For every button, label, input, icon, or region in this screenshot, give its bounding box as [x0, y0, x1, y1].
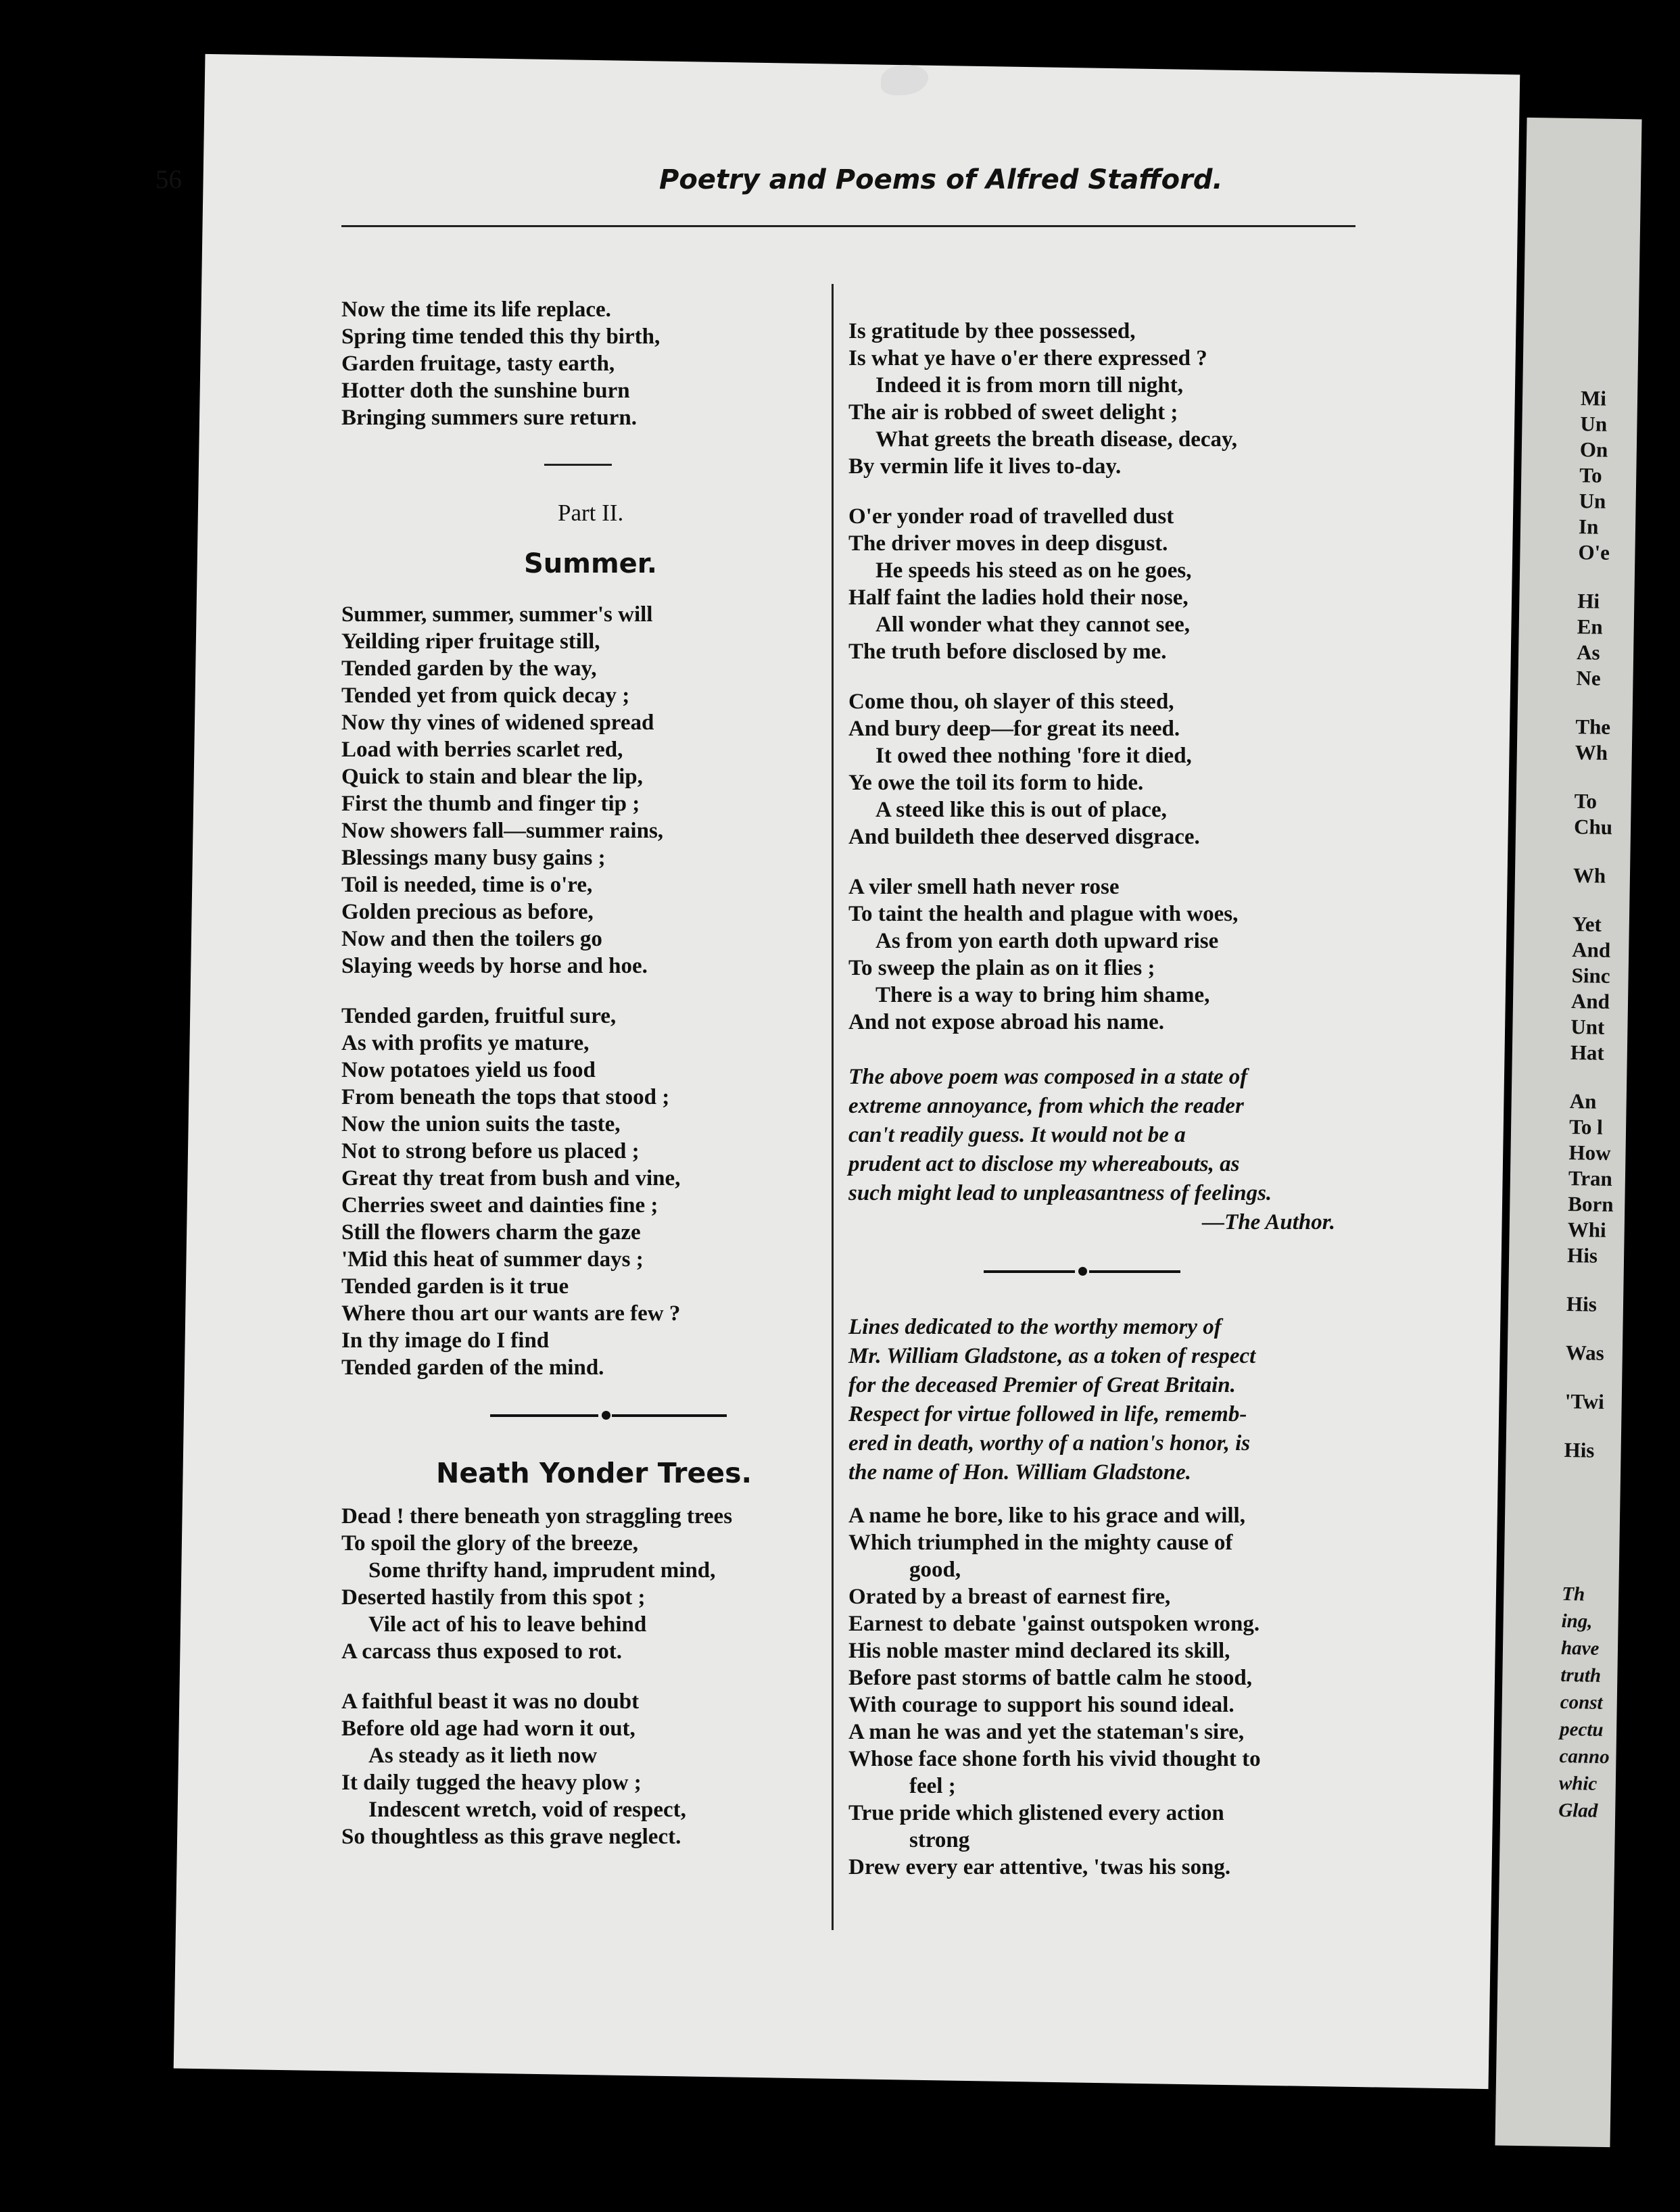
verse-line: O'er yonder road of travelled dust	[848, 504, 1174, 529]
verse-line: Not to strong before us placed ;	[341, 1139, 640, 1163]
verse-line: Now showers fall—summer rains,	[341, 819, 664, 843]
ornament-divider	[848, 1264, 1362, 1278]
verse-line: To sweep the plain as on it flies ;	[848, 956, 1155, 980]
opposite-page-fragment: Wh	[1573, 863, 1606, 888]
verse-line: Hotter doth the sunshine burn	[341, 379, 630, 403]
poem-stanza-6	[848, 873, 1362, 1036]
poem-stanza-2	[341, 1688, 815, 1850]
opposite-page-fragment: His	[1566, 1243, 1598, 1268]
verse-line: Now the time its life replace.	[341, 297, 611, 322]
verse-line: To spoil the glory of the breeze,	[341, 1531, 639, 1556]
prose-line: Mr. William Gladstone, as a token of respect	[848, 1344, 1256, 1368]
verse-line: Quick to stain and blear the lip,	[341, 765, 643, 789]
section-rule	[544, 464, 612, 466]
verse-line: Summer, summer, summer's will	[341, 602, 653, 627]
verse-line: Golden precious as before,	[341, 900, 594, 924]
verse-line: And bury deep—for great its need.	[848, 717, 1180, 741]
opposite-page-fragment: To	[1579, 463, 1602, 487]
column-divider	[832, 284, 834, 1930]
verse-line: By vermin life it lives to-day.	[848, 454, 1122, 479]
right-column	[848, 318, 1362, 1881]
verse-line: To taint the health and plague with woes,	[848, 902, 1239, 926]
verse-line: What greets the breath disease, decay,	[875, 427, 1237, 452]
verse-line: Tended garden by the way,	[341, 656, 597, 681]
verse-line: First the thumb and finger tip ;	[341, 792, 640, 816]
opposite-page-fragment: How	[1568, 1140, 1611, 1165]
dedication-note	[848, 1313, 1362, 1487]
verse-line: The air is robbed of sweet delight ;	[848, 400, 1178, 425]
verse-line: good,	[909, 1558, 961, 1582]
verse-line: A faithful beast it was no doubt	[341, 1689, 640, 1714]
left-column	[341, 296, 815, 1850]
opposite-page-fragment: have	[1560, 1637, 1600, 1660]
opposite-page-fragment: truth	[1560, 1664, 1602, 1687]
poem-title: Neath Yonder Trees.	[436, 1457, 752, 1489]
verse-line: Tended garden of the mind.	[341, 1355, 604, 1380]
opposite-page-fragment: Hat	[1570, 1040, 1605, 1065]
verse-line: Is gratitude by thee possessed,	[848, 319, 1136, 343]
summer-stanza-1	[341, 601, 815, 980]
opposite-page-fragment: Sinc	[1571, 963, 1610, 988]
part-label: Part II.	[558, 500, 624, 526]
verse-line: The driver moves in deep disgust.	[848, 531, 1168, 556]
running-title: Poetry and Poems of Alfred Stafford.	[659, 164, 1223, 195]
verse-line: With courage to support his sound ideal.	[848, 1693, 1234, 1717]
verse-line: Still the flowers charm the gaze	[341, 1220, 641, 1245]
verse-line: Now the union suits the taste,	[341, 1112, 621, 1136]
verse-line: Indescent wretch, void of respect,	[368, 1798, 686, 1822]
poem-stanza-1	[341, 1503, 815, 1665]
opposite-page-fragment: An	[1569, 1089, 1597, 1113]
opposite-page-fragment: In	[1578, 514, 1599, 539]
opposite-page-fragment: To	[1574, 789, 1598, 813]
prose-line: Respect for virtue followed in life, rememb-	[848, 1402, 1247, 1426]
verse-line: And not expose abroad his name.	[848, 1010, 1164, 1034]
part-title: Summer.	[524, 548, 657, 579]
verse-line: Slaying weeds by horse and hoe.	[341, 954, 648, 978]
opposite-page-fragment: To l	[1568, 1115, 1604, 1139]
verse-line: And buildeth thee deserved disgrace.	[848, 825, 1200, 849]
opposite-page-fragment: Yet	[1572, 912, 1602, 936]
verse-line: Load with berries scarlet red,	[341, 738, 623, 762]
opposite-page-fragment: Ne	[1576, 666, 1601, 690]
verse-line: It daily tugged the heavy plow ;	[341, 1771, 642, 1795]
verse-line: Tended garden is it true	[341, 1274, 569, 1299]
prose-line: The above poem was composed in a state of	[848, 1065, 1248, 1089]
prose-line: ered in death, worthy of a nation's honor, is	[848, 1431, 1251, 1456]
opposite-page-fragment: And	[1571, 938, 1611, 962]
opposite-page-edge	[1495, 118, 1641, 2147]
opposite-page-fragment: On	[1579, 437, 1608, 462]
verse-line: A viler smell hath never rose	[848, 875, 1120, 899]
opposite-page-fragment: Was	[1565, 1340, 1605, 1365]
verse-line: Some thrifty hand, imprudent mind,	[368, 1558, 716, 1583]
paper-stain	[881, 65, 929, 96]
opposite-page-fragment: 'Twi	[1564, 1389, 1605, 1414]
verse-line: Ye owe the toil its form to hide.	[848, 771, 1144, 795]
verse-line: Before past storms of battle calm he stood,	[848, 1666, 1252, 1690]
verse-line: Toil is needed, time is o're,	[341, 873, 593, 897]
verse-line: So thoughtless as this grave neglect.	[341, 1825, 681, 1849]
verse-line: Come thou, oh slayer of this steed,	[848, 690, 1174, 714]
opposite-page-fragment: His	[1564, 1437, 1595, 1462]
verse-line: 'Mid this heat of summer days ;	[341, 1247, 644, 1272]
verse-line: The truth before disclosed by me.	[848, 640, 1167, 664]
verse-line: A steed like this is out of place,	[875, 798, 1167, 822]
verse-line: In thy image do I find	[341, 1328, 550, 1353]
verse-line: As with profits ye mature,	[341, 1031, 590, 1055]
opposite-page-fragment: whic	[1558, 1772, 1598, 1795]
author-signature: —The Author.	[1202, 1210, 1335, 1234]
prose-line: the name of Hon. William Gladstone.	[848, 1460, 1191, 1485]
prose-line: prudent act to disclose my whereabouts, as	[848, 1152, 1240, 1176]
opposite-page-fragment: O'e	[1578, 540, 1610, 564]
opposite-page-fragment: Tran	[1568, 1166, 1613, 1191]
verse-line: Half faint the ladies hold their nose,	[848, 585, 1189, 610]
opposite-page-fragment: Born	[1568, 1192, 1614, 1217]
gladstone-poem	[848, 1502, 1362, 1881]
opposite-page-fragment: Chu	[1573, 815, 1613, 839]
opposite-page-fragment: As	[1576, 640, 1600, 665]
opposite-page-fragment: pectu	[1559, 1718, 1604, 1741]
verse-line: Blessings many busy gains ;	[341, 846, 606, 870]
verse-line: Garden fruitage, tasty earth,	[341, 352, 615, 376]
verse-line: feel ;	[909, 1774, 956, 1798]
opposite-page-fragment: Un	[1580, 412, 1608, 436]
author-note	[848, 1063, 1362, 1208]
verse-line: It owed thee nothing 'fore it died,	[875, 744, 1192, 768]
verse-line: Spring time tended this thy birth,	[341, 324, 661, 349]
verse-line: Deserted hastily from this spot ;	[341, 1585, 646, 1610]
verse-line: Now potatoes yield us food	[341, 1058, 596, 1082]
ornament-divider	[341, 1408, 815, 1422]
opposite-page-fragment: Hi	[1577, 589, 1600, 613]
opposite-page-fragment: Unt	[1570, 1015, 1605, 1039]
prose-line: for the deceased Premier of Great Britain.	[848, 1373, 1236, 1397]
prose-line: can't readily guess. It would not be a	[848, 1123, 1186, 1147]
verse-line: As steady as it lieth now	[368, 1744, 598, 1768]
opening-stanza	[341, 296, 815, 431]
verse-line: Before old age had worn it out,	[341, 1716, 635, 1741]
verse-line: Bringing summers sure return.	[341, 406, 637, 430]
verse-line: A carcass thus exposed to rot.	[341, 1639, 622, 1664]
verse-line: From beneath the tops that stood ;	[341, 1085, 670, 1109]
verse-line: Yeilding riper fruitage still,	[341, 629, 600, 654]
opposite-page-fragment: ing,	[1561, 1610, 1593, 1633]
verse-line: A name he bore, like to his grace and will,	[848, 1504, 1245, 1528]
prose-line: extreme annoyance, from which the reader	[848, 1094, 1244, 1118]
verse-line: Tended yet from quick decay ;	[341, 683, 630, 708]
verse-line: He speeds his steed as on he goes,	[875, 558, 1192, 583]
opposite-page-fragment: The	[1575, 715, 1611, 739]
header-rule	[341, 225, 1355, 227]
opposite-page-fragment: And	[1570, 989, 1610, 1013]
verse-line: Drew every ear attentive, 'twas his song.	[848, 1855, 1231, 1879]
opposite-page-fragment: Wh	[1575, 740, 1608, 765]
verse-line: Is what ye have o'er there expressed ?	[848, 346, 1207, 370]
verse-line: There is a way to bring him shame,	[875, 983, 1210, 1007]
poem-stanza-3	[848, 318, 1362, 480]
page-number: 56	[155, 165, 182, 194]
verse-line: A man he was and yet the stateman's sire,	[848, 1720, 1245, 1744]
verse-line: Tended garden, fruitful sure,	[341, 1004, 617, 1028]
verse-line: His noble master mind declared its skill,	[848, 1639, 1230, 1663]
verse-line: Earnest to debate 'gainst outspoken wrong.	[848, 1612, 1260, 1636]
verse-line: As from yon earth doth upward rise	[875, 929, 1219, 953]
summer-stanza-2	[341, 1003, 815, 1381]
opposite-page-fragment: Glad	[1558, 1799, 1598, 1822]
verse-line: True pride which glistened every action	[848, 1801, 1224, 1825]
opposite-page-fragment: canno	[1559, 1745, 1610, 1769]
verse-line: Dead ! there beneath yon straggling trees	[341, 1504, 733, 1529]
opposite-page-fragment: Mi	[1580, 386, 1607, 410]
verse-line: Whose face shone forth his vivid thought to	[848, 1747, 1261, 1771]
verse-line: Vile act of his to leave behind	[368, 1612, 647, 1637]
prose-line: such might lead to unpleasantness of feelings.	[848, 1181, 1272, 1205]
verse-line: Now thy vines of widened spread	[341, 711, 654, 735]
opposite-page-text	[1558, 385, 1675, 1825]
opposite-page-fragment: His	[1566, 1291, 1598, 1316]
opposite-page-fragment: const	[1560, 1691, 1603, 1714]
opposite-page-fragment: Whi	[1567, 1218, 1606, 1242]
opposite-page-fragment: Un	[1579, 489, 1606, 513]
verse-line: Orated by a breast of earnest fire,	[848, 1585, 1171, 1609]
verse-line: Great thy treat from bush and vine,	[341, 1166, 681, 1191]
prose-line: Lines dedicated to the worthy memory of	[848, 1315, 1222, 1339]
verse-line: All wonder what they cannot see,	[875, 612, 1191, 637]
opposite-page-fragment: Th	[1562, 1583, 1585, 1606]
verse-line: Which triumphed in the mighty cause of	[848, 1531, 1233, 1555]
poem-stanza-4	[848, 503, 1362, 665]
opposite-page-fragment: En	[1577, 615, 1603, 639]
verse-line: Where thou art our wants are few ?	[341, 1301, 681, 1326]
poem-stanza-5	[848, 688, 1362, 850]
verse-line: Cherries sweet and dainties fine ;	[341, 1193, 658, 1218]
verse-line: strong	[909, 1828, 970, 1852]
verse-line: Indeed it is from morn till night,	[875, 373, 1183, 398]
verse-line: Now and then the toilers go	[341, 927, 602, 951]
